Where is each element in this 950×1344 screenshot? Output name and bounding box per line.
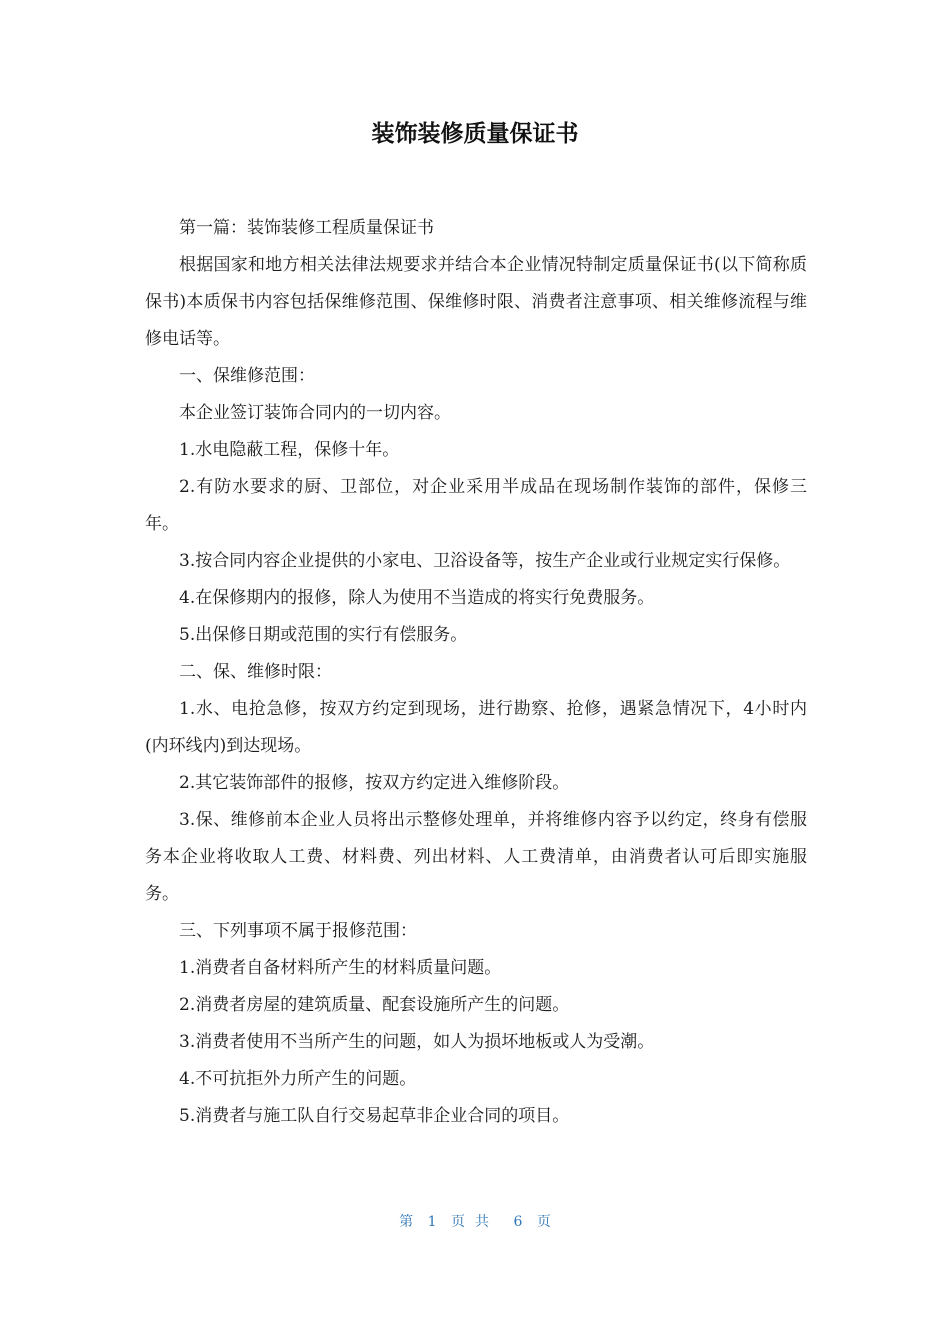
paragraph: 1.水电隐蔽工程，保修十年。: [179, 440, 400, 460]
paragraph: 二、保、维修时限：: [179, 662, 332, 682]
paragraph: 三、下列事项不属于报修范围：: [179, 921, 417, 941]
footer-prefix: 第: [399, 1214, 414, 1230]
paragraph: 2.其它装饰部件的报修，按双方约定进入维修阶段。: [179, 773, 570, 793]
paragraph: 3.消费者使用不当所产生的问题，如人为损坏地板或人为受潮。: [179, 1032, 655, 1052]
paragraph: 4.在保修期内的报修，除人为使用不当造成的将实行免费服务。: [179, 588, 655, 608]
footer-suffix: 页: [536, 1214, 551, 1230]
document-body: [145, 210, 807, 1135]
paragraph: 5.出保修日期或范围的实行有偿服务。: [179, 625, 468, 645]
paragraph: 一、保维修范围：: [179, 366, 315, 386]
paragraph: 1.水、电抢急修，按双方约定到现场，进行勘察、抢修，遇紧急情况下，4小时内(内环线内)到达现场。: [145, 699, 807, 756]
paragraph: 本企业签订装饰合同内的一切内容。: [179, 403, 451, 423]
document-title: 装饰装修质量保证书: [371, 121, 579, 147]
footer-middle: 页共: [451, 1214, 499, 1230]
paragraph: 第一篇：装饰装修工程质量保证书: [179, 218, 434, 238]
paragraph: 3.保、维修前本企业人员将出示整修处理单，并将维修内容予以约定，终身有偿服务本企业将收取人工费、材料费、列出材料、人工费清单，由消费者认可后即实施服务。: [145, 810, 807, 904]
paragraph: 根据国家和地方相关法律法规要求并结合本企业情况特制定质量保证书(以下简称质保书)本质保书内容包括保维修范围、保维修时限、消费者注意事项、相关维修流程与维修电话等。: [145, 255, 807, 349]
page-footer: [0, 1210, 950, 1234]
paragraph: 1.消费者自备材料所产生的材料质量问题。: [179, 958, 502, 978]
footer-current-page: 1: [427, 1214, 437, 1230]
footer-total-pages: 6: [513, 1214, 523, 1230]
paragraph: 4.不可抗拒外力所产生的问题。: [179, 1069, 417, 1089]
paragraph: 5.消费者与施工队自行交易起草非企业合同的项目。: [179, 1106, 570, 1126]
paragraph: 3.按合同内容企业提供的小家电、卫浴设备等，按生产企业或行业规定实行保修。: [179, 551, 791, 571]
paragraph: 2.消费者房屋的建筑质量、配套设施所产生的问题。: [179, 995, 570, 1015]
paragraph: 2.有防水要求的厨、卫部位，对企业采用半成品在现场制作装饰的部件，保修三年。: [145, 477, 807, 534]
